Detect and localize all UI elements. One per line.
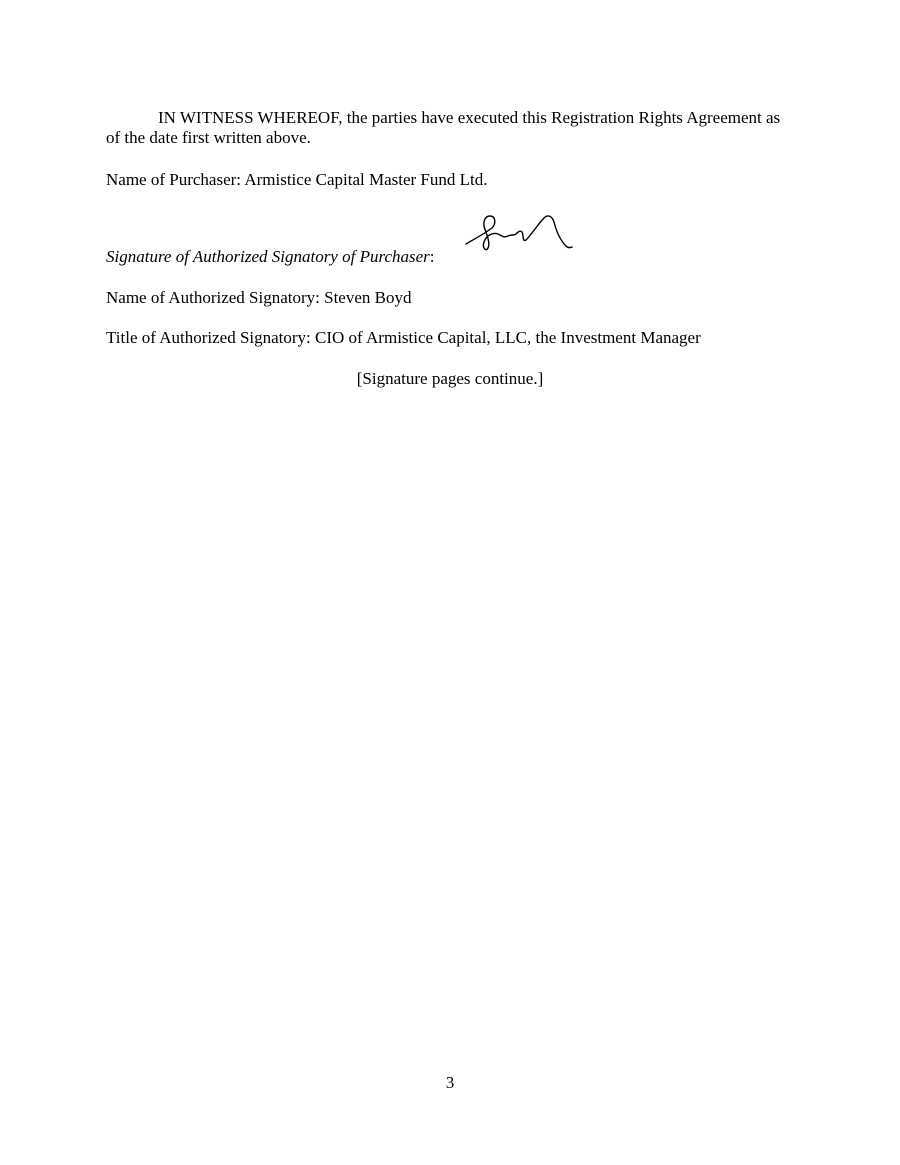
page-number: 3 — [445, 1073, 455, 1092]
signature-line — [106, 247, 796, 267]
purchaser-name-line — [106, 170, 796, 190]
handwritten-signature — [462, 210, 574, 254]
signatory-title-value: CIO of Armistice Capital, LLC, the Investment Manager — [315, 328, 701, 347]
witness-text: IN WITNESS WHEREOF, the parties have executed this Registration Rights Agreement as of the date first written above. — [106, 108, 781, 147]
witness-paragraph — [106, 108, 796, 148]
purchaser-name-value: Armistice Capital Master Fund Ltd. — [244, 170, 488, 189]
signature-label: Signature of Authorized Signatory of Purchaser — [106, 247, 430, 266]
signatory-title-line — [106, 328, 796, 348]
signatory-name-line — [106, 288, 796, 308]
signature-colon: : — [429, 247, 435, 266]
purchaser-name-label: Name of Purchaser: — [106, 170, 242, 189]
signatory-name-label: Name of Authorized Signatory: — [106, 288, 320, 307]
signatory-title-label: Title of Authorized Signatory: — [106, 328, 311, 347]
continuation-note: [Signature pages continue.] — [356, 369, 544, 388]
signatory-name-value: Steven Boyd — [324, 288, 412, 307]
